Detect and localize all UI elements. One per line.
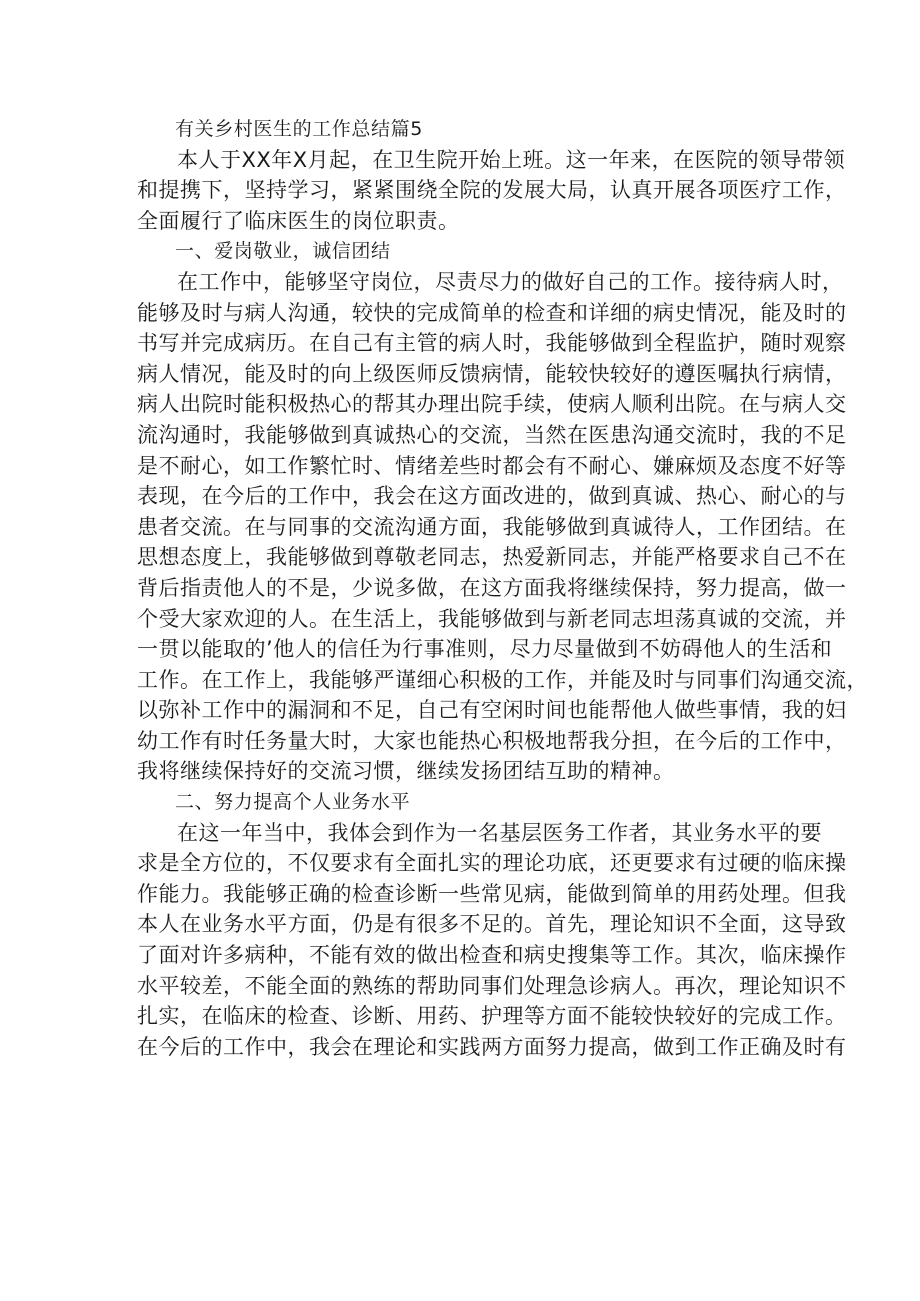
document-title: 有关乡村医生的工作总结篇5	[175, 118, 423, 140]
paragraph-line: 本人在业务水平方面，仍是有很多不足的。首先，理论知识不全面，这导致	[137, 912, 847, 937]
paragraph-line: 扎实，在临床的检查、诊断、用药、护理等方面不能较快较好的完成工作。	[137, 1004, 847, 1029]
paragraph-line: 表现，在今后的工作中，我会在这方面改进的，做到真诚、热心、耐心的与	[137, 484, 847, 509]
paragraph-line: 以弥补工作中的漏洞和不足，自己有空闲时间也能帮他人做些事情，我的妇	[137, 698, 847, 723]
paragraph-line: 一贯以能取的’他人的信任为行事准则，尽力尽量做到不妨碍他人的生活和	[137, 637, 833, 662]
paragraph-line: 全面履行了临床医生的岗位职责。	[137, 208, 460, 233]
document-page	[137, 114, 868, 1062]
paragraph-line: 病人情况，能及时的向上级医师反馈病情，能较快较好的遵医嘱执行病情，	[137, 361, 847, 386]
paragraph-line: 和提携下，坚持学习，紧紧围绕全院的发展大局，认真开展各项医疗工作，	[137, 178, 847, 203]
paragraph-line: 我将继续保持好的交流习惯，继续发扬团结互助的精神。	[137, 759, 675, 784]
paragraph-line: 了面对许多病种，不能有效的做出检查和病史搜集等工作。其次，临床操作	[137, 943, 847, 968]
paragraph-line: 患者交流。在与同事的交流沟通方面，我能够做到真诚待人，工作团结。在	[137, 514, 847, 539]
paragraph-line: 背后指责他人的不是，少说多做，在这方面我将继续保持，努力提高，做一	[137, 575, 847, 600]
paragraph-line: 工作。在工作上，我能够严谨细心积极的工作，并能及时与同事们沟通交流，	[137, 667, 868, 692]
section-heading-2: 二、努力提高个人业务水平	[175, 791, 411, 814]
paragraph-line: 能够及时与病人沟通，较快的完成简单的检查和详细的病史情况，能及时的	[137, 300, 847, 325]
paragraph-line: 流沟通时，我能够做到真诚热心的交流，当然在医患沟通交流时，我的不足	[137, 422, 847, 447]
paragraph-line: 个受大家欢迎的人。在生活上，我能够做到与新老同志坦荡真诚的交流，并	[137, 606, 847, 631]
paragraph-line: 在这一年当中，我体会到作为一名基层医务工作者，其业务水平的要	[177, 820, 822, 845]
paragraph-line: 幼工作有时任务量大时，大家也能热心积极地帮我分担，在今后的工作中，	[137, 728, 847, 753]
paragraph-line: 求是全方位的，不仅要求有全面扎实的理论功底，还更要求有过硬的临床操	[137, 851, 847, 876]
paragraph-line: 本人于XX年X月起，在卫生院开始上班。这一年来，在医院的领导带领	[177, 147, 846, 172]
paragraph-line: 书写并完成病历。在自己有主管的病人时，我能够做到全程监护，随时观察	[137, 331, 847, 356]
section-heading-1: 一、爱岗敬业，诚信团结	[175, 240, 391, 263]
paragraph-line: 在工作中，能够坚守岗位，尽责尽力的做好自己的工作。接待病人时，	[177, 269, 844, 294]
paragraph-line: 在今后的工作中，我会在理论和实践两方面努力提高，做到工作正确及时有	[137, 1034, 847, 1059]
paragraph-line: 病人出院时能积极热心的帮其办理出院手续，使病人顺利出院。在与病人交	[137, 392, 847, 417]
paragraph-line: 水平较差，不能全面的熟练的帮助同事们处理急诊病人。再次，理论知识不	[137, 973, 847, 998]
paragraph-line: 是不耐心，如工作繁忙时、情绪差些时都会有不耐心、嫌麻烦及态度不好等	[137, 453, 847, 478]
paragraph-line: 思想态度上，我能够做到尊敬老同志，热爱新同志，并能严格要求自己不在	[137, 545, 847, 570]
paragraph-line: 作能力。我能够正确的检查诊断一些常见病，能做到简单的用药处理。但我	[137, 881, 847, 906]
